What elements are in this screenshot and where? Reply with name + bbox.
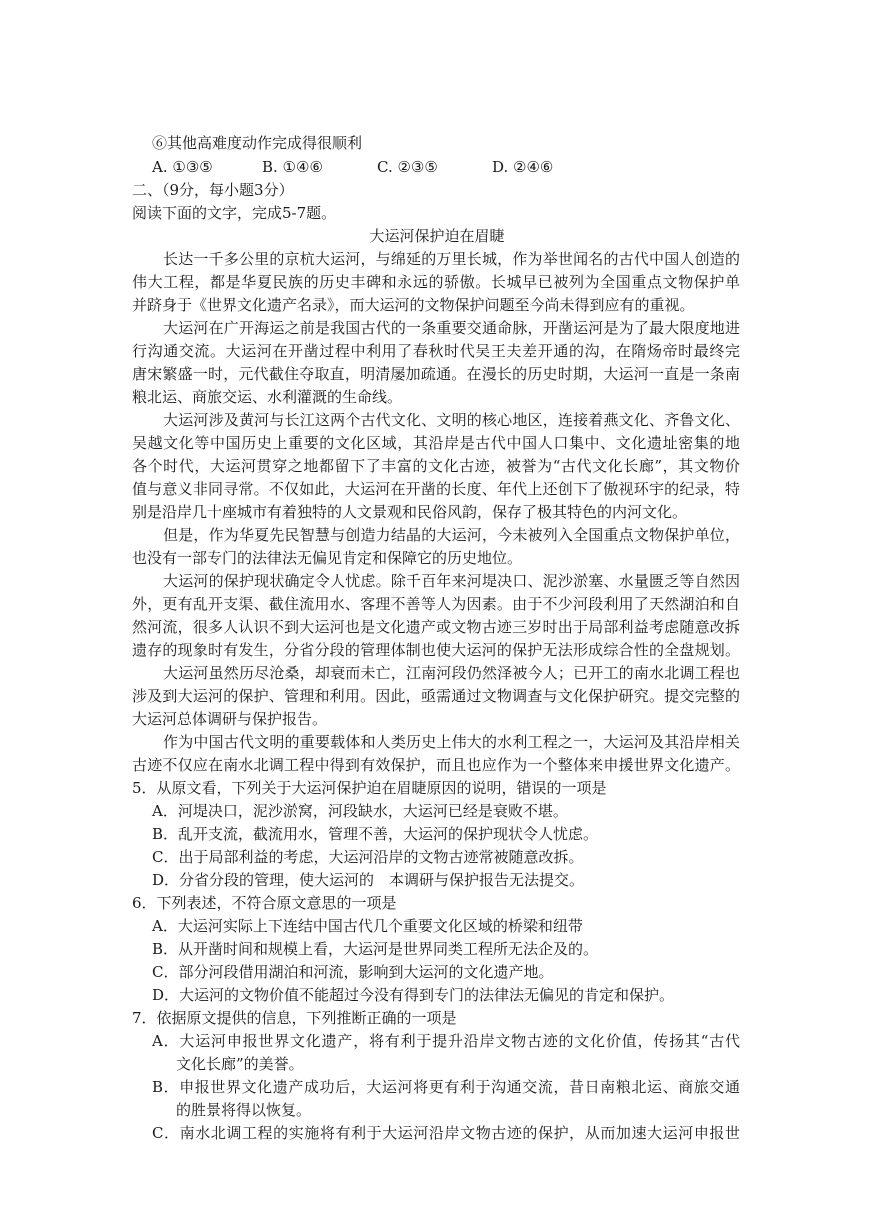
q4-option-d: D. ②④⑥: [492, 158, 554, 176]
article-title: 大运河保护迫在眉睫: [369, 227, 505, 245]
article-line: 各个时代，大运河贯穿之地都留下了丰富的文化古迹，被誉为“古代文化长廊”，其文物价: [132, 457, 740, 475]
article-line: 并跻身于《世界文化遗产名录》，而大运河的文物保护问题至今尚未得到应有的重视。: [132, 296, 695, 314]
article-line: 大运河虽然历尽沧桑，却衰而未亡，江南河段仍然泽被今人；已开工的南水北调工程也: [163, 664, 740, 682]
q4-item-6: ⑥其他高难度动作完成得很顺利: [152, 134, 363, 152]
article-line: 长达一千多公里的京杭大运河，与绵延的万里长城，作为举世闻名的古代中国人创造的: [163, 250, 740, 268]
article-line: 大运河总体调研与保护报告。: [132, 710, 328, 728]
q7-stem: 7．依据原文提供的信息，下列推断正确的一项是: [132, 1009, 457, 1027]
article-line: 但是，作为华夏先民智慧与创造力结晶的大运河，今未被列入全国重点文物保护单位，: [163, 526, 740, 544]
section-instruction: 阅读下面的文字，完成5-7题。: [132, 204, 337, 222]
article-line: 作为中国古代文明的重要载体和人类历史上伟大的水利工程之一，大运河及其沿岸相关: [163, 733, 740, 751]
q4-option-b: B. ①④⑥: [262, 158, 323, 176]
article-line: 也没有一部专门的法律法无偏见肯定和保障它的历史地位。: [132, 549, 523, 567]
article-line: 大运河涉及黄河与长江这两个古代文化、文明的核心地区，连接着燕文化、齐鲁文化、: [163, 411, 740, 429]
q5-option-c: C．出于局部利益的考虑，大运河沿岸的文物古迹常被随意改拆。: [152, 848, 584, 866]
article-line: 别是沿岸几十座城市有着独特的人文景观和民俗风韵，保存了极其特色的内河文化。: [132, 503, 688, 521]
q5-option-d: D．分省分段的管理，使大运河的 本调研与保护报告无法提交。: [152, 871, 585, 889]
q5-option-b: B．乱开支流，截流用水，管理不善，大运河的保护现状令人忧虑。: [152, 825, 599, 843]
q4-option-a: A. ①③⑤: [152, 158, 213, 176]
q7-option-b-cont: 的胜景将得以恢复。: [176, 1101, 312, 1119]
q5-stem: 5．从原文看，下列关于大运河保护迫在眉睫原因的说明，错误的一项是: [132, 779, 607, 797]
q7-option-c: C．南水北调工程的实施将有利于大运河沿岸文物古迹的保护，从而加速大运河申报世: [152, 1124, 740, 1142]
section-heading: 二、（9分，每小题3分）: [132, 181, 294, 199]
article-line: 唐宋繁盛一时，元代截住夺取直，明清屡加疏通。在漫长的历史时期，大运河一直是一条南: [132, 365, 740, 383]
article-line: 粮北运、商旅交运、水利灌溉的生命线。: [132, 388, 403, 406]
article-line: 大运河在广开海运之前是我国古代的一条重要交通命脉，开凿运河是为了最大限度地进: [163, 319, 740, 337]
article-line: 吴越文化等中国历史上重要的文化区域，其沿岸是古代中国人口集中、文化遗址密集的地: [132, 434, 740, 452]
q5-option-a: A．河堤决口，泥沙淤窝，河段缺水，大运河已经是衰败不堪。: [152, 802, 568, 820]
q4-option-c: C. ②③⑤: [377, 158, 438, 176]
article-line: 行沟通交流。大运河在开凿过程中利用了春秋时代吴王夫差开通的沟，在隋炀帝时最终完: [132, 342, 740, 360]
q6-option-b: B．从开凿时间和规模上看，大运河是世界同类工程所无法企及的。: [152, 940, 599, 958]
q6-stem: 6．下列表述，不符合原文意思的一项是: [132, 894, 397, 912]
article-line: 古迹不仅应在南水北调工程中得到有效保护，而且也应作为一个整体来申援世界文化遗产。: [132, 756, 740, 774]
article-line: 值与意义非同寻常。不仅如此，大运河在开凿的长度、年代上还创下了傲视环宇的纪录，特: [132, 480, 740, 498]
q6-option-a: A．大运河实际上下连结中国古代几个重要文化区域的桥梁和纽带: [152, 917, 583, 935]
article-line: 外，更有乱开支渠、截住流用水、客理不善等人为因素。由于不少河段利用了天然湖泊和自: [132, 595, 740, 613]
q6-option-c: C．部分河段借用湖泊和河流，影响到大运河的文化遗产地。: [152, 963, 554, 981]
q7-option-b: B．申报世界文化遗产成功后，大运河将更有利于沟通交流，昔日南粮北运、商旅交通: [152, 1078, 740, 1096]
article-line: 大运河的保护现状确定令人忧虑。除千百年来河堤决口、泥沙淤塞、水量匮乏等自然因: [163, 572, 740, 590]
q7-option-a: A．大运河申报世界文化遗产，将有利于提升沿岸文物古迹的文化价值，传扬其“古代: [152, 1032, 740, 1050]
q6-option-d: D．大运河的文物价值不能超过今没有得到专门的法律法无偏见的肯定和保护。: [152, 986, 675, 1004]
article-line: 伟大工程，都是华夏民族的历史丰碑和永远的骄傲。长城早已被列为全国重点文物保护单: [132, 273, 740, 291]
article-line: 遗存的现象时有发生，分省分段的管理体制也使大运河的保护无法形成综合性的全盘规划。: [132, 641, 740, 659]
article-line: 然河流，很多人认识不到大运河也是文化遗产或文物古迹三岁时出于局部利益考虑随意改拆: [132, 618, 740, 636]
article-line: 涉及到大运河的保护、管理和利用。因此，亟需通过文物调查与文化保护研究。提交完整的: [132, 687, 740, 705]
q7-option-a-cont: 文化长廊”的美誉。: [176, 1055, 304, 1073]
